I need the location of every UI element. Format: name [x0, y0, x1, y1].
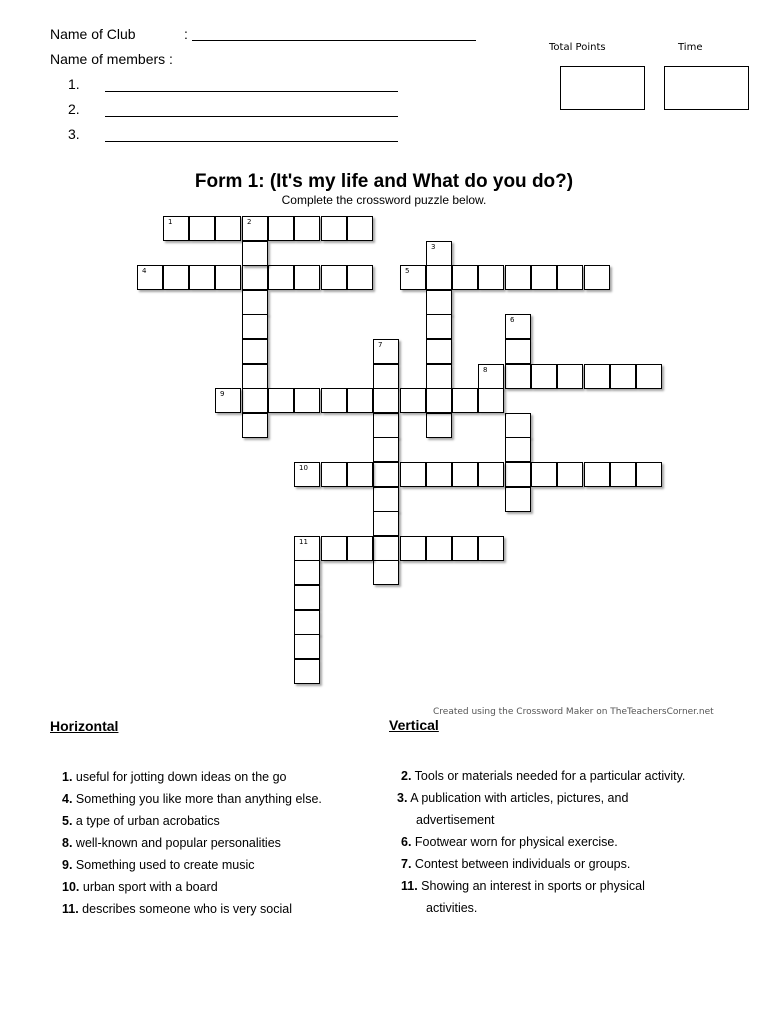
crossword-cell[interactable]: [426, 290, 452, 315]
crossword-cell[interactable]: [347, 388, 373, 413]
crossword-cell[interactable]: [242, 388, 268, 413]
crossword-cell[interactable]: [294, 388, 320, 413]
crossword-cell[interactable]: [373, 437, 399, 462]
clue-number-label: 4: [142, 267, 147, 275]
crossword-cell[interactable]: [531, 462, 557, 487]
crossword-cell[interactable]: [426, 265, 452, 290]
crossword-cell[interactable]: [505, 462, 531, 487]
crossword-cell[interactable]: [242, 339, 268, 364]
member-2-number: 2.: [68, 101, 80, 117]
crossword-cell[interactable]: [242, 216, 268, 241]
member-1-number: 1.: [68, 76, 80, 92]
crossword-cell[interactable]: [294, 216, 320, 241]
worksheet-subtitle: Complete the crossword puzzle below.: [281, 193, 487, 207]
crossword-cell[interactable]: [426, 339, 452, 364]
clue-text: Contest between individuals or groups.: [411, 857, 631, 871]
crossword-cell[interactable]: [400, 388, 426, 413]
crossword-cell[interactable]: [426, 388, 452, 413]
crossword-cell[interactable]: [452, 536, 478, 561]
crossword-cell[interactable]: [373, 413, 399, 438]
clue-text: useful for jotting down ideas on the go: [72, 770, 287, 784]
horizontal-clue: [62, 880, 218, 894]
clue-text: describes someone who is very social: [78, 902, 292, 916]
crossword-cell[interactable]: [478, 536, 504, 561]
vertical-clue-continuation: activities.: [426, 901, 478, 915]
crossword-cell[interactable]: [163, 265, 189, 290]
crossword-cell[interactable]: [636, 364, 662, 389]
crossword-cell[interactable]: [215, 216, 241, 241]
clue-number-label: 1: [168, 218, 173, 226]
crossword-cell[interactable]: [242, 290, 268, 315]
crossword-cell[interactable]: [426, 241, 452, 266]
crossword-cell[interactable]: [347, 216, 373, 241]
clue-number: 4.: [62, 792, 73, 806]
crossword-cell[interactable]: [478, 364, 504, 389]
vertical-clue: [401, 769, 685, 783]
crossword-cell[interactable]: [400, 462, 426, 487]
time-label: Time: [678, 42, 703, 53]
clue-number: 6.: [401, 835, 412, 849]
clue-text: a type of urban acrobatics: [72, 814, 220, 828]
clue-number: 7.: [401, 857, 412, 871]
clue-text: well-known and popular personalities: [72, 836, 281, 850]
clue-number-label: 3: [431, 243, 436, 251]
member-3-number: 3.: [68, 126, 80, 142]
crossword-cell[interactable]: [294, 265, 320, 290]
crossword-cell[interactable]: [347, 462, 373, 487]
crossword-cell[interactable]: [557, 265, 583, 290]
vertical-clue-continuation: advertisement: [416, 813, 495, 827]
crossword-cell[interactable]: [557, 462, 583, 487]
crossword-cell[interactable]: [505, 265, 531, 290]
crossword-cell[interactable]: [373, 462, 399, 487]
crossword-cell[interactable]: [294, 610, 320, 635]
crossword-cell[interactable]: [268, 388, 294, 413]
crossword-cell[interactable]: [636, 462, 662, 487]
horizontal-heading: Horizontal: [50, 718, 119, 734]
crossword-cell[interactable]: [268, 265, 294, 290]
clue-text: Tools or materials needed for a particular activity.: [411, 769, 686, 783]
horizontal-clue: [62, 858, 254, 872]
crossword-cell[interactable]: [557, 364, 583, 389]
crossword-credit: Created using the Crossword Maker on TheTeachersCorner.net: [433, 707, 714, 717]
clue-number-label: 7: [378, 341, 383, 349]
crossword-cell[interactable]: [321, 265, 347, 290]
vertical-clue: [401, 857, 630, 871]
crossword-cell[interactable]: [294, 634, 320, 659]
vertical-clue: [401, 835, 618, 849]
clue-number-label: 10: [299, 464, 308, 472]
crossword-cell[interactable]: [294, 536, 320, 561]
crossword-cell[interactable]: [505, 339, 531, 364]
clue-text: Something used to create music: [72, 858, 255, 872]
club-name-label: Name of Club: [50, 26, 136, 42]
horizontal-clue: [62, 770, 286, 784]
crossword-cell[interactable]: [610, 364, 636, 389]
clue-text: A publication with articles, pictures, and: [407, 791, 629, 805]
crossword-cell[interactable]: [373, 511, 399, 536]
crossword-cell[interactable]: [242, 241, 268, 266]
crossword-cell[interactable]: [400, 265, 426, 290]
crossword-cell[interactable]: [294, 560, 320, 585]
crossword-cell[interactable]: [215, 388, 241, 413]
clue-number: 11.: [62, 902, 79, 916]
crossword-cell[interactable]: [531, 364, 557, 389]
crossword-cell[interactable]: [373, 339, 399, 364]
club-name-colon: :: [184, 26, 188, 42]
crossword-cell[interactable]: [189, 265, 215, 290]
clue-text: Showing an interest in sports or physical: [417, 879, 645, 893]
crossword-cell[interactable]: [294, 585, 320, 610]
crossword-cell[interactable]: [163, 216, 189, 241]
crossword-cell[interactable]: [373, 560, 399, 585]
crossword-cell[interactable]: [531, 265, 557, 290]
clue-number: 8.: [62, 836, 73, 850]
crossword-cell[interactable]: [610, 462, 636, 487]
crossword-cell[interactable]: [294, 462, 320, 487]
crossword-cell[interactable]: [373, 388, 399, 413]
clue-number: 10.: [62, 880, 80, 894]
vertical-heading: Vertical: [389, 717, 439, 733]
crossword-cell[interactable]: [400, 536, 426, 561]
total-points-label: Total Points: [549, 42, 606, 53]
crossword-cell[interactable]: [505, 413, 531, 438]
crossword-cell[interactable]: [242, 265, 268, 290]
crossword-cell[interactable]: [426, 413, 452, 438]
crossword-cell[interactable]: [452, 462, 478, 487]
crossword-cell[interactable]: [478, 462, 504, 487]
crossword-cell[interactable]: [137, 265, 163, 290]
crossword-cell[interactable]: [321, 462, 347, 487]
clue-number-label: 8: [483, 366, 488, 374]
crossword-cell[interactable]: [584, 462, 610, 487]
horizontal-clue: [62, 792, 322, 806]
clue-number-label: 11: [299, 538, 308, 546]
crossword-cell[interactable]: [478, 265, 504, 290]
crossword-cell[interactable]: [452, 265, 478, 290]
clue-number: 2.: [401, 769, 412, 783]
crossword-cell[interactable]: [373, 487, 399, 512]
clue-number-label: 9: [220, 390, 225, 398]
crossword-cell[interactable]: [426, 536, 452, 561]
clue-text: urban sport with a board: [79, 880, 218, 894]
clue-number: 11.: [401, 879, 418, 893]
crossword-cell[interactable]: [426, 314, 452, 339]
crossword-cell[interactable]: [584, 265, 610, 290]
crossword-cell[interactable]: [242, 314, 268, 339]
vertical-clue: [397, 791, 628, 805]
crossword-cell[interactable]: [321, 388, 347, 413]
horizontal-clue: [62, 814, 220, 828]
clue-number: 3.: [397, 791, 408, 805]
crossword-cell[interactable]: [268, 216, 294, 241]
crossword-cell[interactable]: [294, 659, 320, 684]
crossword-cell[interactable]: [321, 536, 347, 561]
clue-number: 1.: [62, 770, 73, 784]
crossword-cell[interactable]: [321, 216, 347, 241]
vertical-clue: [401, 879, 645, 893]
worksheet-title: Form 1: (It's my life and What do you do?): [194, 171, 574, 192]
clue-number-label: 2: [247, 218, 252, 226]
crossword-cell[interactable]: [478, 388, 504, 413]
clue-number: 5.: [62, 814, 73, 828]
crossword-cell[interactable]: [426, 462, 452, 487]
crossword-cell[interactable]: [505, 364, 531, 389]
crossword-cell[interactable]: [373, 364, 399, 389]
crossword-cell[interactable]: [584, 364, 610, 389]
crossword-cell[interactable]: [215, 265, 241, 290]
crossword-cell[interactable]: [426, 364, 452, 389]
crossword-cell[interactable]: [347, 265, 373, 290]
clue-number-label: 6: [510, 316, 515, 324]
clue-text: Something you like more than anything else.: [72, 792, 322, 806]
crossword-cell[interactable]: [505, 437, 531, 462]
horizontal-clue: [62, 902, 292, 916]
members-label: Name of members :: [50, 51, 173, 67]
crossword-cell[interactable]: [452, 388, 478, 413]
clue-text: Footwear worn for physical exercise.: [411, 835, 618, 849]
crossword-cell[interactable]: [189, 216, 215, 241]
clue-number: 9.: [62, 858, 73, 872]
crossword-cell[interactable]: [242, 364, 268, 389]
crossword-cell[interactable]: [347, 536, 373, 561]
crossword-cell[interactable]: [505, 314, 531, 339]
crossword-cell[interactable]: [373, 536, 399, 561]
horizontal-clue: [62, 836, 281, 850]
clue-number-label: 5: [405, 267, 410, 275]
crossword-cell[interactable]: [505, 487, 531, 512]
crossword-cell[interactable]: [242, 413, 268, 438]
